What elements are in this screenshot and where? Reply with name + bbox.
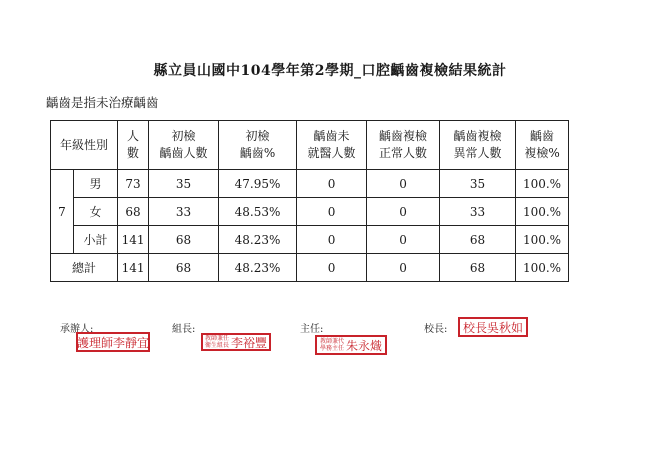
count-cell: 73 — [118, 170, 149, 198]
group-leader-stamp-title-line2: 衛生組長 — [204, 342, 229, 349]
row-label: 女 — [74, 198, 118, 226]
header-initial-pct — [219, 121, 297, 170]
principal-stamp-text: 校長吳秋如 — [462, 320, 523, 335]
header-count-line1: 人 — [127, 129, 140, 143]
grade-cell: 7 — [51, 170, 74, 254]
header-count — [118, 121, 149, 170]
recheck-normal-cell: 0 — [367, 170, 440, 198]
header-recheck-abnormal-line1: 齲齒複檢 — [453, 129, 502, 143]
header-count-line2: 數 — [127, 146, 140, 160]
group-leader-stamp-name: 李裕豐 — [231, 335, 268, 350]
header-initial-count — [149, 121, 219, 170]
recheck-pct-cell: 100.% — [516, 198, 569, 226]
not-treated-cell: 0 — [297, 170, 367, 198]
not-treated-cell: 0 — [297, 254, 367, 282]
director-stamp — [315, 335, 387, 355]
director-stamp-name: 朱永熾 — [346, 338, 383, 353]
principal-label: 校長: — [424, 324, 448, 335]
recheck-abnormal-cell: 68 — [440, 226, 516, 254]
initial-pct-cell: 48.23% — [219, 226, 297, 254]
initial-pct-cell: 47.95% — [219, 170, 297, 198]
group-leader-label: 組長: — [172, 324, 196, 335]
header-not-treated-line2: 就醫人數 — [307, 146, 356, 160]
initial-count-cell: 33 — [149, 198, 219, 226]
table-header-row — [51, 121, 569, 170]
not-treated-cell: 0 — [297, 226, 367, 254]
initial-count-cell: 68 — [149, 226, 219, 254]
group-leader-stamp-title-line1: 教師兼任 — [204, 335, 229, 342]
recheck-normal-cell: 0 — [367, 198, 440, 226]
director-label: 主任: — [300, 324, 324, 335]
header-not-treated-line1: 齲齒未 — [313, 129, 350, 143]
header-not-treated — [297, 121, 367, 170]
row-label: 總計 — [51, 254, 118, 282]
handler-label: 承辦人: — [60, 324, 94, 335]
recheck-abnormal-cell: 33 — [440, 198, 516, 226]
header-recheck-pct-line2: 複檢% — [524, 146, 560, 160]
count-cell: 141 — [118, 226, 149, 254]
initial-count-cell: 68 — [149, 254, 219, 282]
header-initial-count-line2: 齲齒人數 — [159, 146, 208, 160]
handler-stamp-text: 護理師李靜宜 — [77, 335, 150, 350]
stats-table — [50, 120, 569, 282]
header-initial-count-line1: 初檢 — [171, 129, 196, 143]
director-stamp-title-line2: 學務主任 — [319, 345, 344, 352]
header-recheck-normal-line2: 正常人數 — [379, 146, 428, 160]
director-stamp-title-line1: 教師兼代 — [319, 338, 344, 345]
header-initial-pct-line2: 齲齒% — [239, 146, 276, 160]
count-cell: 68 — [118, 198, 149, 226]
recheck-normal-cell: 0 — [367, 254, 440, 282]
header-recheck-pct-line1: 齲齒 — [530, 129, 555, 143]
group-leader-stamp — [201, 333, 271, 351]
header-recheck-normal — [367, 121, 440, 170]
table-row-subtotal — [51, 226, 569, 254]
recheck-pct-cell: 100.% — [516, 254, 569, 282]
header-recheck-normal-line1: 齲齒複檢 — [379, 129, 428, 143]
recheck-abnormal-cell: 68 — [440, 254, 516, 282]
header-recheck-pct — [516, 121, 569, 170]
initial-pct-cell: 48.23% — [219, 254, 297, 282]
recheck-pct-cell: 100.% — [516, 170, 569, 198]
row-label: 男 — [74, 170, 118, 198]
not-treated-cell: 0 — [297, 198, 367, 226]
header-grade-gender: 年級性別 — [51, 121, 118, 170]
initial-count-cell: 35 — [149, 170, 219, 198]
table-row-male — [51, 170, 569, 198]
document-title: 縣立員山國中104學年第2學期_口腔齲齒複檢結果統計 — [153, 63, 507, 79]
row-label: 小計 — [74, 226, 118, 254]
header-recheck-abnormal — [440, 121, 516, 170]
table-row-female — [51, 198, 569, 226]
count-cell: 141 — [118, 254, 149, 282]
director-stamp-title — [320, 338, 344, 352]
recheck-pct-cell: 100.% — [516, 226, 569, 254]
table-row-total — [51, 254, 569, 282]
header-recheck-abnormal-line2: 異常人數 — [453, 146, 502, 160]
principal-stamp — [458, 317, 528, 337]
recheck-normal-cell: 0 — [367, 226, 440, 254]
document-subtitle: 齲齒是指未治療齲齒 — [46, 95, 159, 110]
handler-stamp — [76, 332, 150, 352]
initial-pct-cell: 48.53% — [219, 198, 297, 226]
header-initial-pct-line1: 初檢 — [245, 129, 270, 143]
recheck-abnormal-cell: 35 — [440, 170, 516, 198]
group-leader-stamp-title — [205, 335, 229, 349]
